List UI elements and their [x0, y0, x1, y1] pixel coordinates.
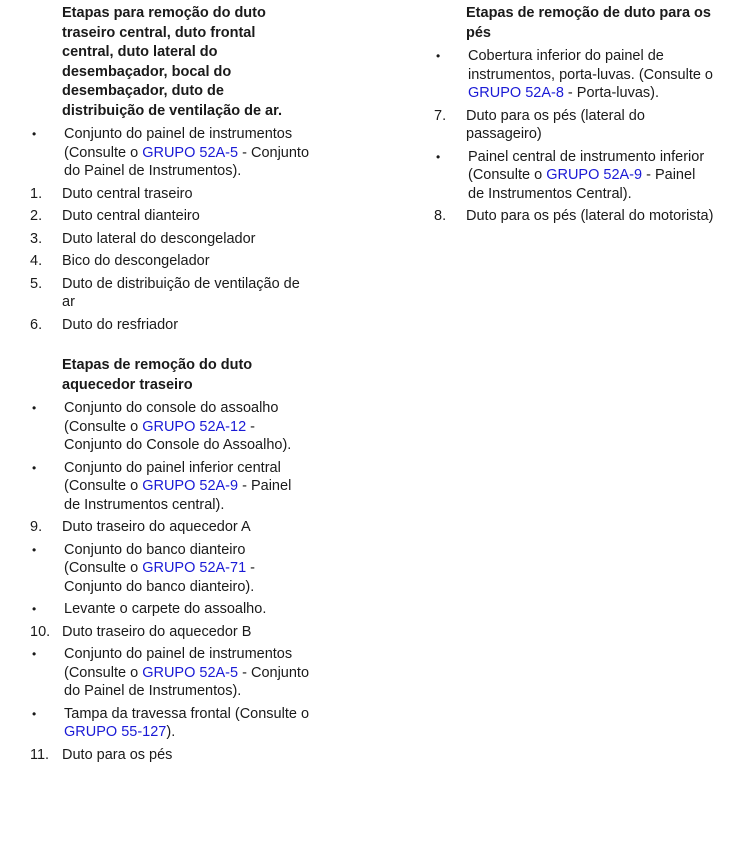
bullet-step [434, 148, 714, 204]
step-text [64, 459, 310, 515]
bullet-marker: • [32, 460, 37, 475]
bullet-step [30, 705, 310, 742]
numbered-step [434, 107, 714, 144]
step-text-fragment: Conjunto do painel de instrumentos (Consulte o [64, 126, 293, 161]
step-text [64, 125, 310, 181]
step-text-fragment: Bico do descongelador [62, 253, 210, 269]
step-number: 5. [30, 275, 43, 292]
step-text-fragment: Conjunto do console do assoalho (Consulte o [64, 400, 279, 435]
step-text-fragment: - Conjunto do Painel de Instrumentos). [64, 144, 310, 179]
group-reference-link[interactable]: GRUPO 52A-9 [546, 167, 643, 183]
numbered-step [30, 275, 310, 312]
left-column [30, 0, 310, 786]
bullet-marker: • [32, 602, 37, 616]
group-reference-link[interactable]: GRUPO 52A-71 [142, 560, 247, 576]
section-heading: Etapas para remoção do duto traseiro central, duto frontal central, duto lateral do desembaçador, bocal do desembaçador, duto de distribuição de ventilação de ar. [62, 5, 282, 119]
step-text [466, 107, 714, 144]
step-text-fragment: Conjunto do painel inferior central (Consulte o [64, 459, 281, 494]
bullet-step [434, 47, 714, 103]
numbered-step [30, 316, 310, 335]
step-text-fragment: Duto central dianteiro [62, 208, 200, 224]
group-reference-link[interactable]: GRUPO 52A-5 [142, 144, 239, 161]
step-text [64, 600, 310, 619]
step-text [62, 518, 310, 537]
step-text-fragment: Levante o carpete do assoalho. [64, 601, 267, 617]
bullet-marker: • [32, 647, 37, 661]
step-text-fragment: Conjunto do painel de instrumentos (Consulte o [64, 646, 293, 681]
step-number: 11. [30, 746, 50, 763]
step-text [62, 623, 310, 642]
step-text [64, 541, 310, 597]
step-text [468, 148, 714, 204]
numbered-step [434, 207, 714, 226]
step-text [466, 207, 714, 226]
step-text [64, 399, 310, 455]
step-text-fragment: Conjunto do banco dianteiro (Consulte o [64, 541, 246, 576]
step-text [62, 230, 310, 249]
step-text-fragment: - Conjunto do Painel de Instrumentos). [64, 664, 310, 699]
step-text [62, 185, 310, 204]
procedure-section [434, 4, 714, 226]
procedure-section [30, 4, 310, 334]
step-text-fragment: - Porta-luvas). [563, 85, 659, 101]
numbered-step [30, 623, 310, 642]
step-number: 2. [30, 208, 43, 224]
numbered-step [30, 746, 310, 765]
step-text [62, 316, 310, 335]
step-number: 8. [434, 208, 447, 224]
step-text [62, 746, 310, 765]
bullet-step [30, 125, 310, 181]
group-reference-link[interactable]: GRUPO 52A-12 [142, 418, 247, 435]
step-text [64, 645, 310, 701]
step-number: 4. [30, 253, 43, 269]
bullet-marker: • [32, 401, 37, 415]
bullet-marker: • [436, 49, 441, 63]
step-text-fragment: Duto lateral do descongelador [62, 230, 256, 247]
step-text-fragment: - Painel de Instrumentos Central). [468, 167, 696, 202]
bullet-step [30, 541, 310, 597]
step-text [64, 705, 310, 742]
step-number: 1. [30, 185, 43, 202]
right-column [434, 0, 714, 248]
bullet-step [30, 600, 310, 619]
numbered-step [30, 185, 310, 204]
bullet-marker: • [32, 127, 37, 141]
step-text [62, 207, 310, 226]
step-text-fragment: ). [166, 724, 176, 740]
numbered-step [30, 207, 310, 226]
numbered-step [30, 518, 310, 537]
group-reference-link[interactable]: GRUPO 52A-8 [468, 85, 564, 101]
step-number: 10. [30, 623, 51, 640]
step-text-fragment: - Painel de Instrumentos central). [64, 478, 292, 513]
section-heading: Etapas de remoção do duto aquecedor traseiro [62, 357, 253, 393]
bullet-step [30, 399, 310, 455]
group-reference-link[interactable]: GRUPO 52A-5 [142, 664, 239, 681]
step-text-fragment: Painel central de instrumento inferior (Consulte o [468, 148, 705, 183]
numbered-step [30, 230, 310, 249]
step-text-fragment: Duto para os pés [62, 746, 173, 763]
step-number: 3. [30, 230, 43, 247]
step-text-fragment: Duto traseiro do aquecedor B [62, 623, 252, 640]
step-text-fragment: Duto para os pés (lateral do passageiro) [466, 107, 645, 142]
procedure-section [30, 356, 310, 764]
numbered-step [30, 252, 310, 271]
section-heading: Etapas de remoção de duto para os pés [466, 5, 711, 41]
group-reference-link[interactable]: GRUPO 52A-9 [142, 478, 239, 494]
step-text [468, 47, 714, 103]
bullet-step [30, 459, 310, 515]
bullet-marker: • [436, 149, 441, 164]
step-text-fragment: Duto central traseiro [62, 185, 193, 202]
step-text-fragment: Cobertura inferior do painel de instrumentos, porta-luvas. (Consulte o [468, 48, 713, 83]
bullet-marker: • [32, 706, 37, 721]
step-text [62, 252, 310, 271]
step-text [62, 275, 310, 312]
step-text-fragment: Duto do resfriador [62, 316, 179, 333]
step-text-fragment: Tampa da travessa frontal (Consulte o [64, 705, 310, 722]
group-reference-link[interactable]: GRUPO 55-127 [64, 724, 167, 740]
step-number: 6. [30, 316, 43, 333]
step-text-fragment: - Conjunto do banco dianteiro). [64, 560, 256, 595]
bullet-marker: • [32, 542, 37, 557]
step-text-fragment: - Conjunto do Console do Assoalho). [64, 418, 292, 453]
step-text-fragment: Duto para os pés (lateral do motorista) [466, 208, 714, 224]
step-text-fragment: Duto traseiro do aquecedor A [62, 519, 251, 535]
bullet-step [30, 645, 310, 701]
step-text-fragment: Duto de distribuição de ventilação de ar [62, 275, 300, 310]
step-number: 9. [30, 519, 43, 535]
step-number: 7. [434, 107, 447, 124]
